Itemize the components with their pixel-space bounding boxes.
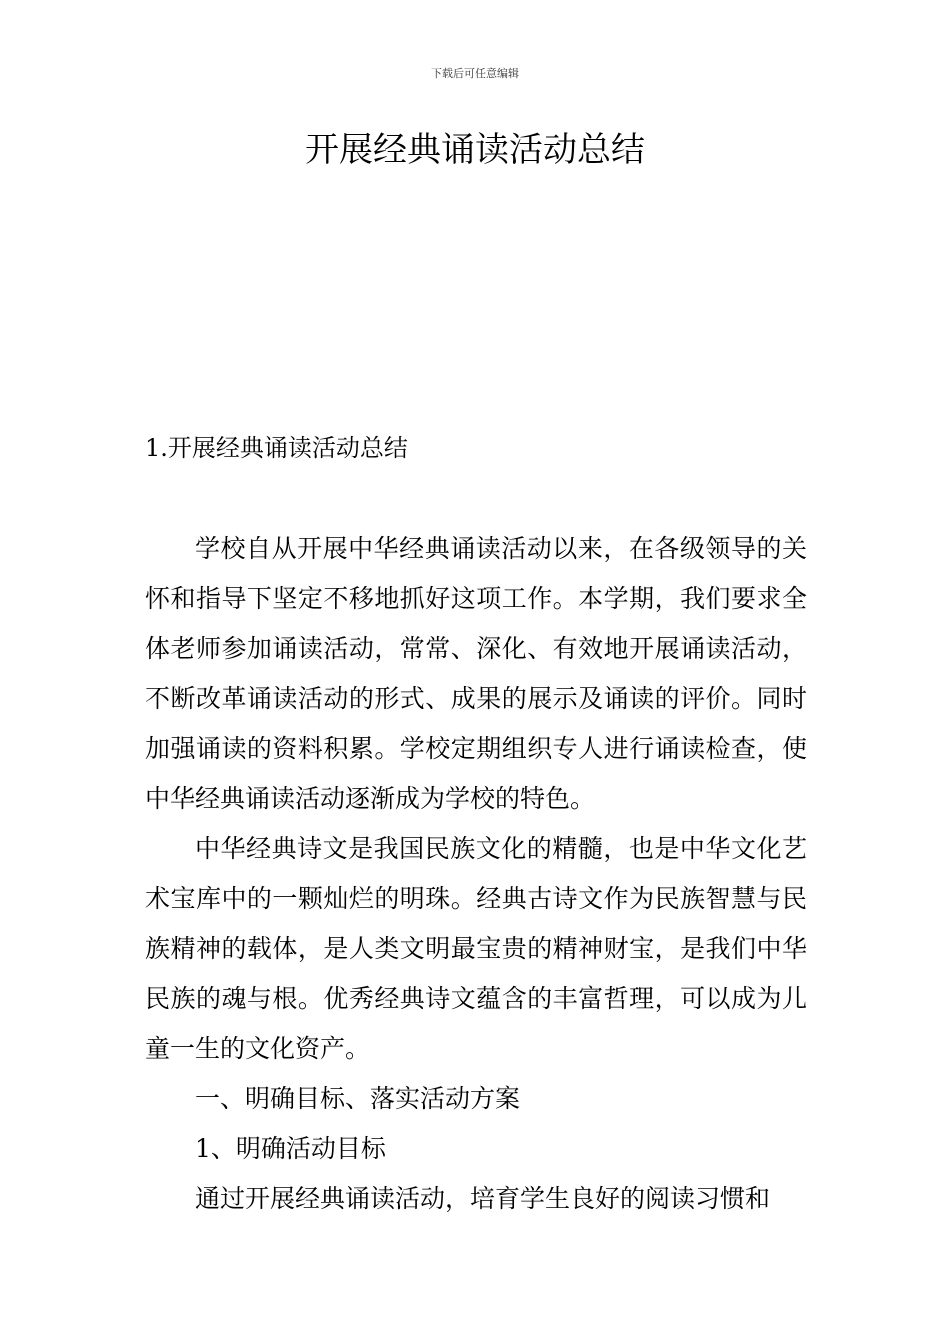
header-note: 下载后可任意编辑 — [431, 67, 519, 80]
document-body — [145, 524, 807, 1224]
paragraph-subheading-objectives: 1、明确活动目标 — [195, 1134, 386, 1163]
paragraph-classics: 中华经典诗文是我国民族文化的精髓，也是中华文化艺术宝库中的一颗灿烂的明珠。经典古诗文作为民族智慧与民族精神的载体，是人类文明最宝贵的精神财宝，是我们中华民族的魂与根。优秀经典诗文蕴含的丰富哲理，可以成为儿童一生的文化资产。 — [145, 834, 807, 1063]
paragraph-objectives: 通过开展经典诵读活动，培育学生良好的阅读习惯和 — [195, 1184, 771, 1213]
document-title: 开展经典诵读活动总结 — [305, 130, 645, 170]
section-heading: 1.开展经典诵读活动总结 — [145, 434, 408, 462]
paragraph-subheading-goals: 一、明确目标、落实活动方案 — [195, 1084, 521, 1113]
paragraph-intro: 学校自从开展中华经典诵读活动以来，在各级领导的关怀和指导下坚定不移地抓好这项工作。本学期，我们要求全体老师参加诵读活动，常常、深化、有效地开展诵读活动，不断改革诵读活动的形式、成果的展示及诵读的评价。同时加强诵读的资料积累。学校定期组织专人进行诵读检查，使中华经典诵读活动逐渐成为学校的特色。 — [145, 534, 807, 813]
